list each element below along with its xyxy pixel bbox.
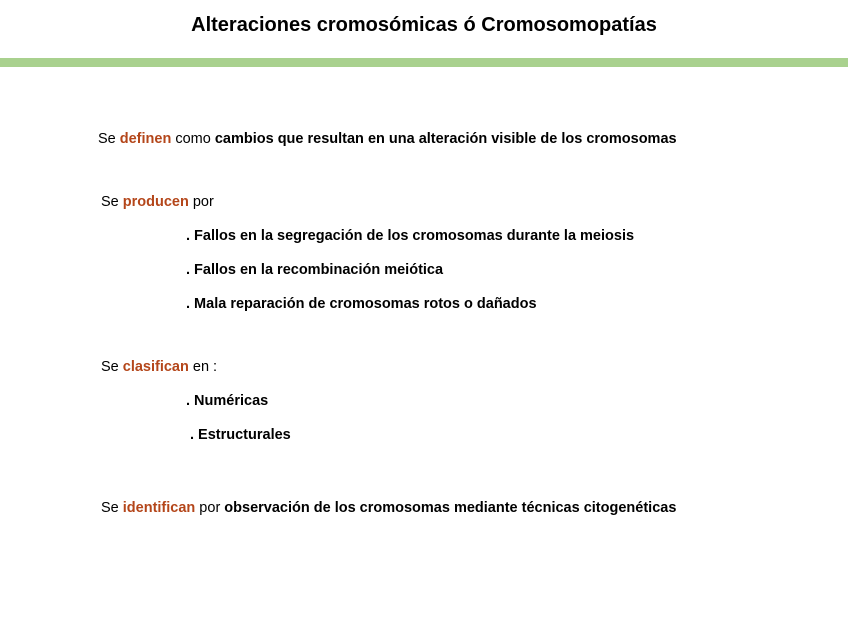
classification-keyword: clasifican — [122, 359, 189, 375]
definition-text: cambios que resultan en una alteración visible de los cromosomas — [214, 131, 677, 147]
definition-connector: como — [171, 131, 215, 147]
identification-prefix: Se — [101, 500, 123, 516]
classification-heading — [101, 359, 217, 375]
identification-text: observación de los cromosomas mediante técnicas citogenéticas — [224, 500, 677, 516]
definition-line — [98, 131, 677, 147]
classification-connector: en : — [188, 359, 218, 375]
list-item: . Estructurales — [190, 427, 291, 443]
identification-connector: por — [195, 500, 225, 516]
identification-line — [101, 500, 676, 516]
classification-prefix: Se — [101, 359, 123, 375]
title-divider — [0, 58, 848, 67]
list-item: . Fallos en la recombinación meiótica — [186, 262, 444, 278]
causes-heading — [101, 194, 214, 210]
causes-keyword: producen — [122, 194, 189, 210]
identification-keyword: identifican — [122, 500, 196, 516]
definition-prefix: Se — [98, 131, 120, 147]
causes-connector: por — [188, 194, 214, 210]
page-title: Alteraciones cromosómicas ó Cromosomopatías — [191, 14, 657, 36]
list-item: . Fallos en la segregación de los cromosomas durante la meiosis — [186, 228, 635, 244]
list-item: . Mala reparación de cromosomas rotos o dañados — [186, 296, 537, 312]
causes-prefix: Se — [101, 194, 123, 210]
definition-keyword: definen — [119, 131, 172, 147]
list-item: . Numéricas — [186, 393, 269, 409]
